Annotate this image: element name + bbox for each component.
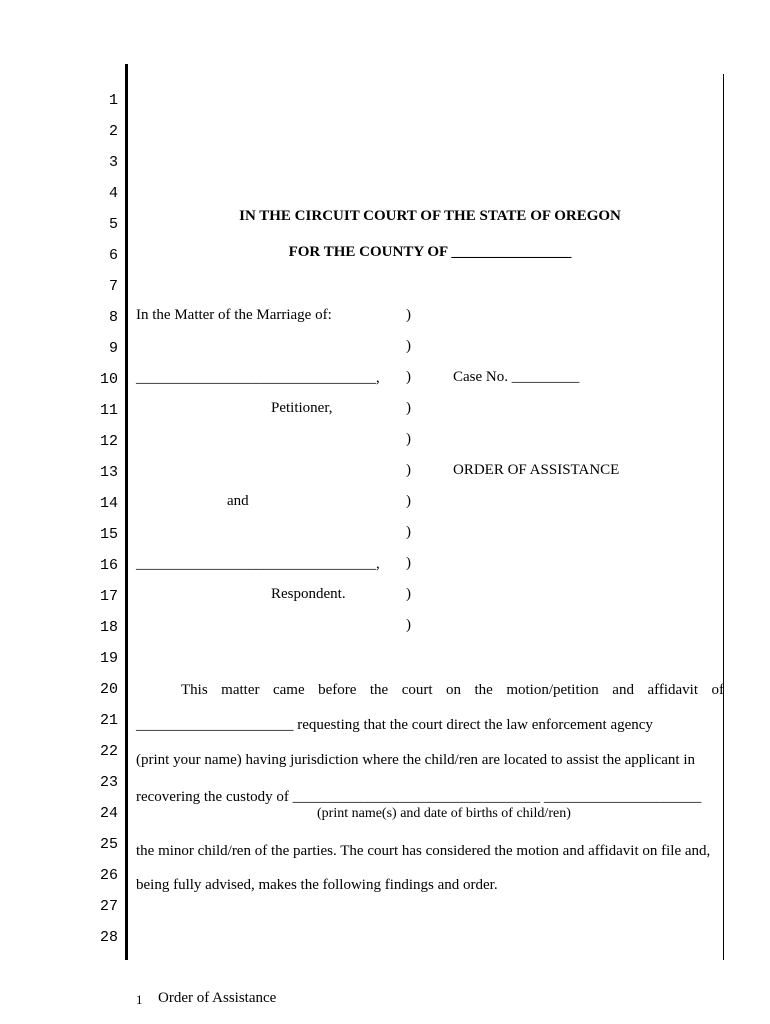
line-number: 22 (99, 743, 118, 760)
line-number: 4 (108, 185, 118, 202)
caption-paren: ) (406, 307, 411, 323)
body-line-2: _____________________ requesting that the court direct the law enforcement agency (136, 717, 653, 733)
body-word: the (369, 682, 389, 698)
body-word: affidavit (647, 682, 698, 698)
county-heading: FOR THE COUNTY OF ________________ (288, 244, 572, 260)
petitioner-name-line: ________________________________, (136, 370, 380, 386)
footer-title: Order of Assistance (158, 990, 277, 1006)
line-number: 23 (99, 774, 118, 791)
body-line-1 (136, 681, 724, 699)
body-word: the (474, 682, 493, 698)
caption-paren: ) (406, 369, 411, 385)
line-number: 16 (99, 557, 118, 574)
line-number: 2 (108, 123, 118, 140)
body-line-3: (print your name) having jurisdiction where the child/ren are located to assist the applicant in (136, 752, 695, 768)
line-number: 21 (99, 712, 118, 729)
caption-paren: ) (406, 338, 411, 354)
body-word: before (318, 682, 357, 698)
line-number: 25 (99, 836, 118, 853)
line-number: 20 (99, 681, 118, 698)
body-word: of (711, 682, 724, 698)
matter-label: In the Matter of the Marriage of: (136, 307, 332, 323)
caption-paren: ) (406, 617, 411, 633)
body-word: motion/petition (506, 682, 599, 698)
child-name-note: (print name(s) and date of births of child/ren) (317, 806, 571, 821)
footer-page-number: 1 (136, 992, 143, 1007)
caption-paren: ) (406, 555, 411, 571)
line-number: 24 (99, 805, 118, 822)
caption-paren: ) (406, 462, 411, 478)
line-number: 10 (99, 371, 118, 388)
body-word: and (612, 682, 634, 698)
line-number: 27 (99, 898, 118, 915)
document-title: ORDER OF ASSISTANCE (453, 462, 620, 478)
respondent-label: Respondent. (271, 586, 346, 602)
line-number: 6 (108, 247, 118, 264)
line-number: 17 (99, 588, 118, 605)
line-number: 19 (99, 650, 118, 667)
line-number: 5 (108, 216, 118, 233)
body-line-5: the minor child/ren of the parties. The court has considered the motion and affidavit on file and, (136, 843, 711, 859)
caption-paren: ) (406, 400, 411, 416)
line-number: 3 (108, 154, 118, 171)
line-number: 9 (108, 340, 118, 357)
caption-paren: ) (406, 586, 411, 602)
line-number: 13 (99, 464, 118, 481)
line-number: 28 (99, 929, 118, 946)
case-number-field: Case No. _________ (453, 369, 580, 385)
line-number: 12 (99, 433, 118, 450)
caption-paren: ) (406, 493, 411, 509)
line-number: 11 (99, 402, 118, 419)
line-number: 8 (108, 309, 118, 326)
left-margin-rule (125, 64, 128, 960)
line-number: 1 (108, 92, 118, 109)
body-word: This (181, 682, 208, 698)
body-line-6: being fully advised, makes the following findings and order. (136, 877, 498, 893)
line-number: 14 (99, 495, 118, 512)
and-label: and (227, 493, 249, 509)
petitioner-label: Petitioner, (271, 400, 333, 416)
caption-paren: ) (406, 431, 411, 447)
respondent-name-line: ________________________________, (136, 556, 380, 572)
body-word: matter (221, 682, 260, 698)
line-number: 18 (99, 619, 118, 636)
body-word: came (272, 682, 305, 698)
body-word: court (401, 682, 433, 698)
caption-paren: ) (406, 524, 411, 540)
court-heading: IN THE CIRCUIT COURT OF THE STATE OF OREGON (239, 208, 621, 224)
line-number: 26 (99, 867, 118, 884)
line-number: 7 (108, 278, 118, 295)
line-number: 15 (99, 526, 118, 543)
body-word: on (446, 682, 462, 698)
body-line-4: recovering the custody of _________________________________ _____________________ (136, 789, 702, 805)
